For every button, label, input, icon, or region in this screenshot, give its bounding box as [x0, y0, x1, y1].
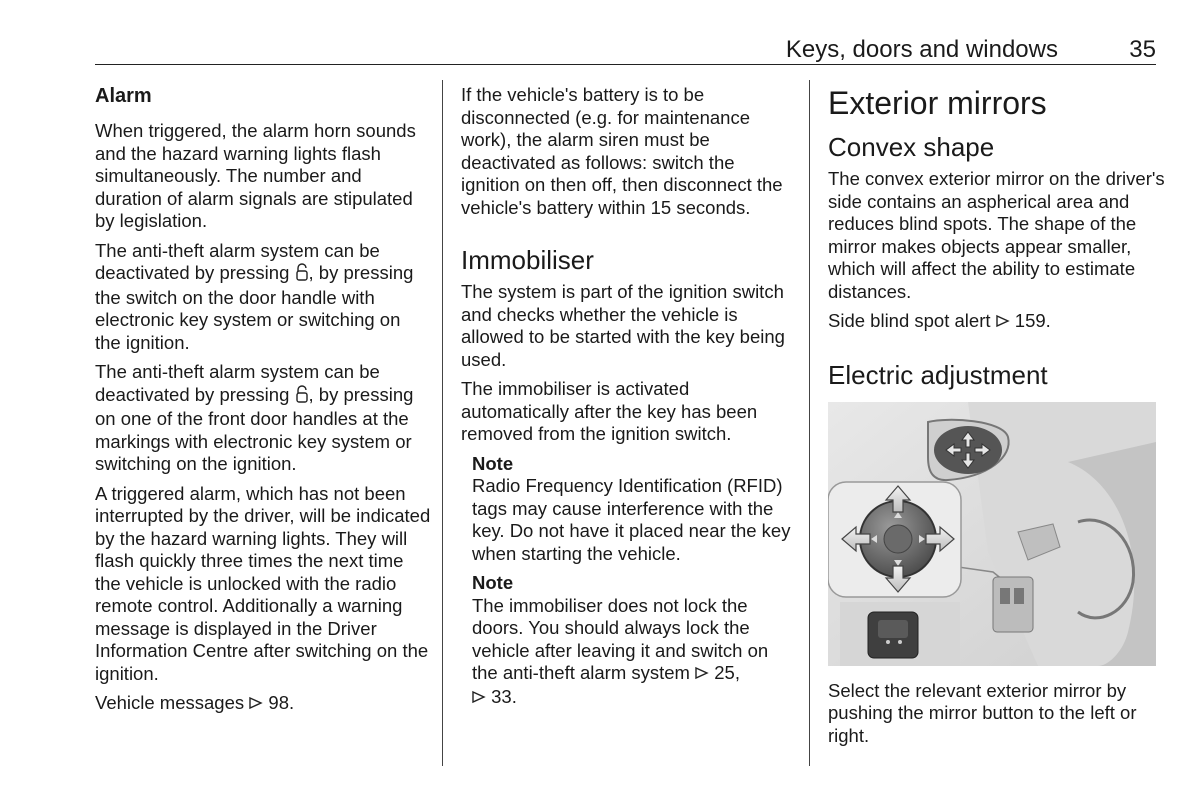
note-doors — [472, 572, 793, 709]
column-immobiliser — [461, 84, 793, 716]
section-heading-exterior-mirrors: Exterior mirrors — [828, 85, 1047, 121]
page-reference[interactable]: 25, — [714, 662, 740, 683]
column-divider-1 — [442, 80, 443, 766]
text: The immobiliser does not lock the doors. You should always lock the vehicle after leaving it and switch on the anti-theft alarm system — [472, 594, 769, 683]
alarm-paragraph-1: When triggered, the alarm horn sounds and the hazard warning lights flash simultaneously. The number and duration of alarm signals are stipulated by legislation. — [95, 120, 416, 231]
header-rule — [95, 64, 1156, 65]
note-text: Radio Frequency Identification (RFID) tags may cause interference with the key. Do not have it placed near the key when starting the vehicle. — [472, 475, 791, 564]
alarm-paragraph-2 — [95, 240, 431, 355]
text: Side blind spot alert — [828, 310, 996, 331]
page-reference[interactable]: 33. — [491, 685, 517, 707]
text: The anti-theft alarm system can be deactivated by pressing — [95, 239, 380, 283]
cross-reference-arrow-icon — [695, 663, 709, 686]
page-reference[interactable]: 98. — [268, 692, 295, 713]
column-divider-2 — [809, 80, 810, 766]
note-rfid — [472, 453, 793, 566]
page-number: 35 — [1129, 36, 1156, 63]
text: Vehicle messages — [95, 692, 250, 713]
alarm-paragraph-4: A triggered alarm, which has not been interrupted by the driver, will be indicated by the hazard warning lights. They will flash quickly three times the next time the vehicle is unlocked with the radio remote control. Additionally a warning message is displayed in the Driver Information Centre after switching on the ignition. — [95, 482, 431, 684]
mirror-adjustment-illustration — [828, 402, 1156, 666]
blind-spot-paragraph — [828, 310, 1168, 334]
immobiliser-paragraph-2: The immobiliser is activated automatically after the key has been removed from the ignition switch. — [461, 378, 758, 444]
text: The anti-theft alarm system can be deactivated by pressing — [95, 361, 380, 405]
page-header-title: Keys, doors and windows — [785, 36, 1058, 63]
note-label: Note — [472, 572, 514, 593]
column-alarm — [95, 84, 431, 723]
note-label: Note — [472, 452, 514, 474]
column-exterior-mirrors — [828, 84, 1168, 754]
section-heading-immobiliser: Immobiliser — [461, 245, 594, 275]
immobiliser-paragraph-1: The system is part of the ignition switch and checks whether the vehicle is allowed to be started with the key being used. — [461, 281, 785, 370]
alarm-paragraph-5 — [95, 692, 431, 716]
cross-reference-arrow-icon — [472, 687, 486, 710]
battery-paragraph: If the vehicle's battery is to be disconnected (e.g. for maintenance work), the alarm siren must be deactivated as follows: switch the ignition on then off, then disconnect the vehicle's battery within 15 seconds. — [461, 84, 783, 218]
cross-reference-arrow-icon — [249, 693, 263, 716]
text: , by pressing the switch on the door handle with electronic key system or switching on the ignition. — [95, 262, 414, 353]
text: , by pressing on one of the front door handles at the markings with electronic key system or switching on the ignition. — [95, 383, 414, 474]
subheading-electric-adjustment: Electric adjustment — [828, 359, 1048, 390]
convex-paragraph: The convex exterior mirror on the driver's side contains an aspherical area and reduces blind spots. The shape of the mirror makes objects appear smaller, which will affect the ability to estimate distances. — [828, 168, 1165, 302]
padlock-unlock-icon — [295, 385, 309, 409]
page-reference[interactable]: 159. — [1014, 310, 1051, 331]
alarm-paragraph-3 — [95, 361, 431, 476]
select-mirror-paragraph: Select the relevant exterior mirror by pushing the mirror button to the left or right. — [828, 679, 1137, 746]
cross-reference-arrow-icon — [996, 311, 1010, 334]
note-text — [472, 595, 793, 710]
subheading-convex-shape: Convex shape — [828, 132, 995, 162]
section-heading-alarm: Alarm — [95, 85, 152, 107]
padlock-unlock-icon — [295, 263, 309, 287]
